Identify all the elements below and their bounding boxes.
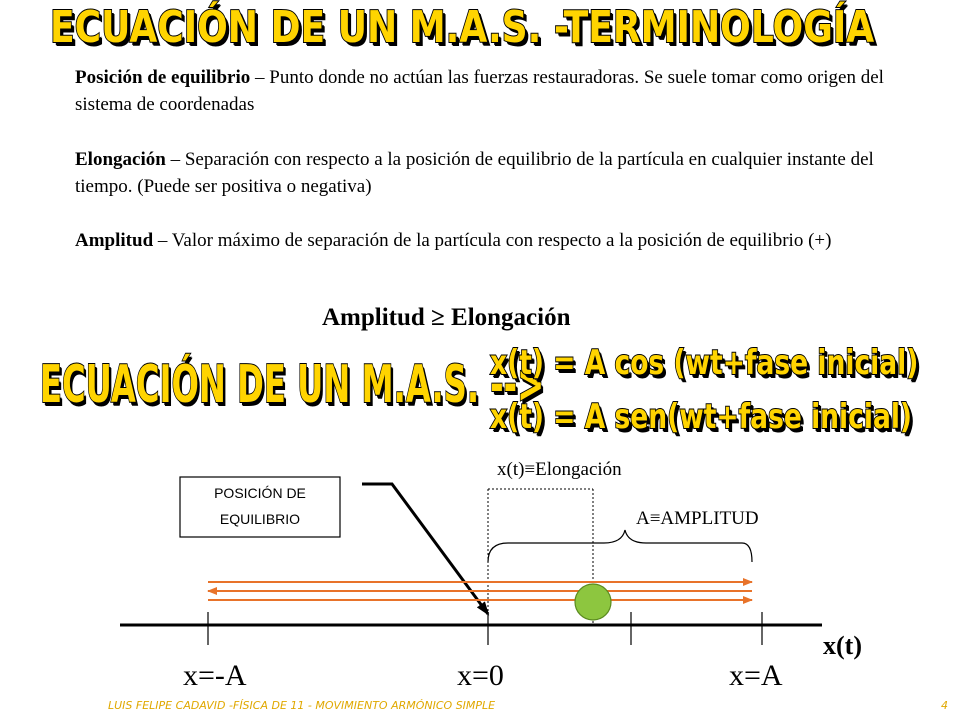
tick-label-minus-a: x=-A bbox=[183, 659, 247, 692]
elongation-label: x(t)≡Elongación bbox=[497, 459, 622, 480]
pointer-arrow bbox=[362, 484, 488, 614]
definition-amplitude bbox=[75, 227, 905, 254]
footer: LUIS FELIPE CADAVID -FÍSICA DE 11 - MOVIMIENTO ARMÓNICO SIMPLE bbox=[108, 699, 496, 712]
tick-label-zero: x=0 bbox=[457, 659, 504, 692]
equation-sin: x(t) = A sen(wt+fase inicial) bbox=[490, 397, 913, 437]
definition-text: – Separación con respecto a la posición de equilibrio de la partícula en cualquier instante del tiempo. (Puede ser positiva o negativa) bbox=[75, 149, 874, 197]
equilibrium-box-line1: POSICIÓN DE bbox=[214, 485, 306, 501]
equation-cos: x(t) = A cos (wt+fase inicial) bbox=[490, 343, 919, 383]
definition-elongation bbox=[75, 146, 905, 200]
definition-term: Amplitud bbox=[75, 230, 154, 251]
amplitude-elongation-relation: Amplitud ≥ Elongación bbox=[322, 304, 571, 331]
definition-term: Posición de equilibrio bbox=[75, 67, 251, 88]
equation-heading: ECUACIÓN DE UN M.A.S. --> bbox=[40, 355, 545, 415]
amplitude-brace bbox=[488, 530, 752, 562]
particle bbox=[575, 584, 611, 620]
mas-diagram bbox=[0, 450, 960, 700]
equilibrium-box-line2: EQUILIBRIO bbox=[219, 511, 301, 527]
slide-title: ECUACIÓN DE UN M.A.S. -TERMINOLOGÍA bbox=[50, 2, 875, 53]
page-number: 4 bbox=[941, 699, 948, 712]
axis-label: x(t) bbox=[823, 631, 862, 660]
tick-label-a: x=A bbox=[729, 659, 783, 692]
definition-text: – Valor máximo de separación de la partícula con respecto a la posición de equilibrio (+) bbox=[153, 230, 832, 251]
definition-text: – Punto donde no actúan las fuerzas restauradoras. Se suele tomar como origen del sistema de coordenadas bbox=[75, 67, 884, 115]
definition-term: Elongación bbox=[75, 149, 166, 170]
amplitude-label: A≡AMPLITUD bbox=[636, 508, 759, 529]
definition-equilibrium bbox=[75, 64, 905, 118]
